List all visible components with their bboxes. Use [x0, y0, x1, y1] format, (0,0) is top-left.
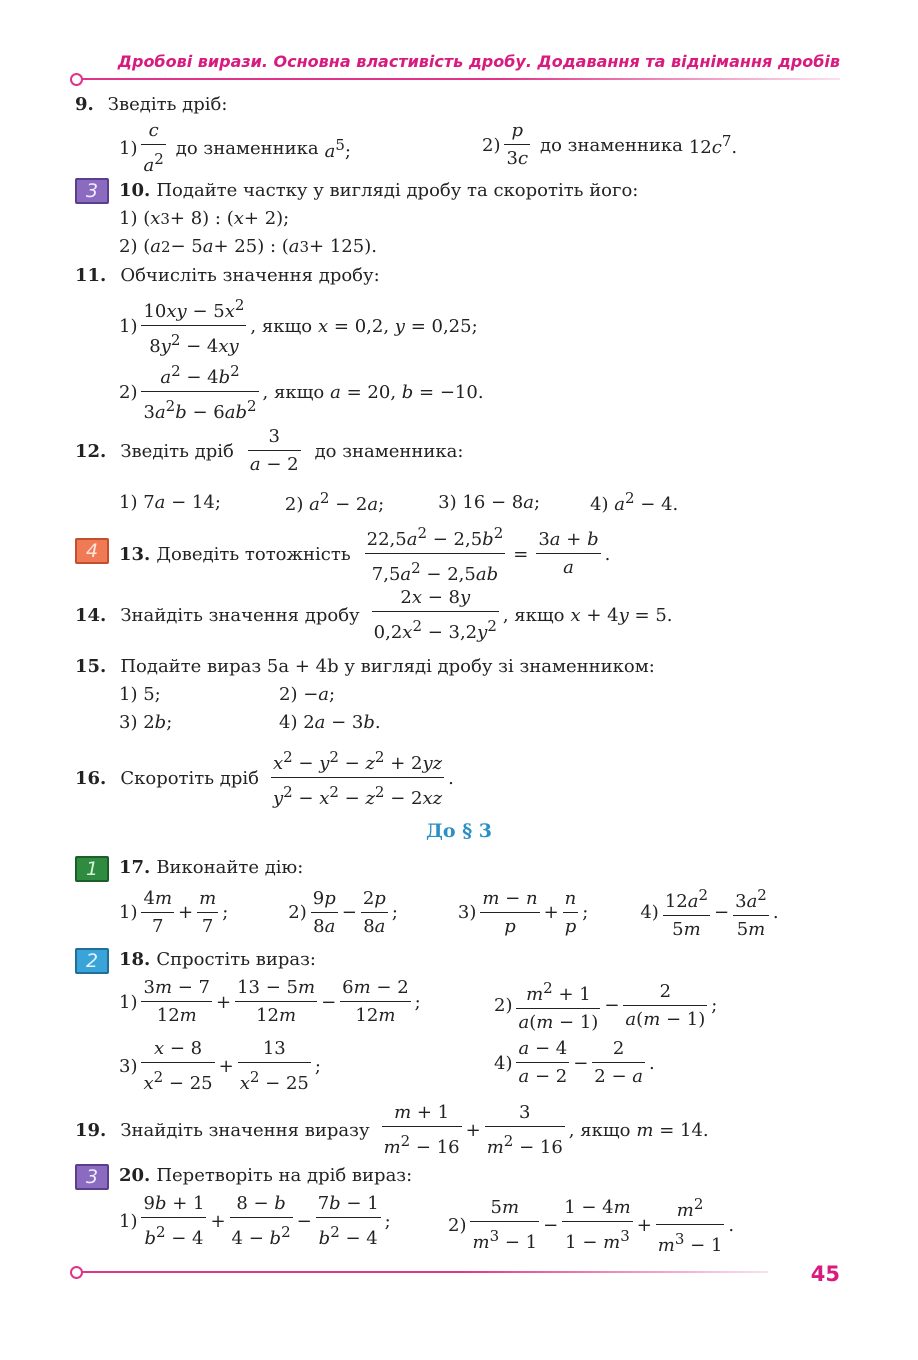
- fraction: a − 4 a − 2: [518, 1038, 568, 1087]
- item-text: до знаменника: [540, 134, 683, 156]
- problem-text: Обчисліть значення дробу:: [120, 265, 380, 286]
- problem-number: 11.: [75, 265, 107, 286]
- problem-11: [75, 265, 380, 286]
- problem-17-items: 1) 4m 7 + m 7 ; 2) 9p 8a − 2p 8a ; 3) m − n p + n p ; 4) $12a^2$ 5m − $3a^2$ 5m .: [119, 886, 779, 940]
- fraction: 3m − 7 12m: [143, 977, 210, 1026]
- level-badge-4: 4: [75, 538, 109, 564]
- problem-text: Подайте вираз 5a + 4b у вигляді дробу зі знаменником:: [120, 656, 655, 677]
- problem-11-item-1: 1) $10xy - 5x^2$ $8y^2 - 4xy$ , якщо x = 0,2, y = 0,25;: [119, 296, 478, 357]
- item-label: 1): [119, 138, 138, 159]
- problem-text: Зведіть дріб:: [107, 94, 228, 115]
- problem-text: Виконайте дію:: [156, 857, 304, 878]
- item-text: до знаменника: [175, 138, 319, 159]
- problem-text: Скоротіть дріб: [120, 767, 259, 789]
- problem-number: 12.: [75, 440, 107, 462]
- problem-15-items-b: 3) 2b; 4) 2a − 3b.: [119, 712, 381, 733]
- fraction: 13 $x^2 - 25$: [239, 1038, 309, 1094]
- problem-number: 16.: [75, 767, 107, 789]
- problem-text-2: до знаменника:: [314, 440, 464, 462]
- problem-18-item-2: 2) $m^2 + 1$ a(m − 1) − 2 a(m − 1) ;: [494, 979, 718, 1033]
- fraction: 4m 7: [143, 887, 173, 937]
- problem-number: 20.: [119, 1165, 151, 1186]
- problem-15: [75, 656, 655, 677]
- fraction: $12a^2$ 5m: [664, 886, 709, 940]
- problem-10-item-2: 2) ( a 2 − 5 a + 25) : ( a 3 + 125).: [119, 236, 377, 257]
- problem-12: [75, 426, 463, 476]
- problem-18-item-3: 3) x − 8 $x^2 - 25$ + 13 $x^2 - 25$ ;: [119, 1038, 321, 1094]
- rule-dot: [70, 73, 83, 86]
- fraction: 5m $m^3 - 1$: [472, 1196, 538, 1253]
- level-badge-3: 3: [75, 1164, 109, 1190]
- fraction: 2x − 8y $0,2x^2 - 3,2y^2$: [373, 587, 497, 643]
- item-label: 2): [482, 134, 501, 156]
- problem-17: [119, 857, 303, 878]
- fraction: m − n p: [482, 887, 538, 937]
- problem-15-items-a: 1) 5; 2) −a;: [119, 684, 336, 705]
- fraction: $3a^2$ 5m: [735, 886, 767, 940]
- condition-text: , якщо: [568, 1120, 631, 1141]
- page-number: 45: [810, 1262, 840, 1286]
- problem-number: 9.: [75, 94, 94, 115]
- running-header: Дробові вирази. Основна властивість дробу. Додавання та віднімання дробів: [117, 52, 840, 71]
- problem-20: [119, 1165, 412, 1186]
- fraction: 6m − 2 12m: [342, 977, 409, 1026]
- fraction: $10xy - 5x^2$ $8y^2 - 4xy$: [143, 296, 245, 357]
- problem-number: 14.: [75, 605, 107, 626]
- problem-10-item-1: 1) ( x 3 + 8) : ( x + 2);: [119, 208, 290, 229]
- problem-text: Подайте частку у вигляді дробу та скоротіть його:: [156, 180, 639, 201]
- footer-rule: [78, 1271, 768, 1273]
- level-badge-2: 2: [75, 948, 109, 974]
- fraction: $m^2 + 1$ a(m − 1): [518, 979, 599, 1033]
- fraction: 9p 8a: [312, 887, 336, 937]
- fraction: c $a^2$: [143, 120, 164, 176]
- problem-text: Знайдіть значення виразу: [120, 1120, 370, 1141]
- problem-number: 10.: [119, 180, 151, 201]
- fraction: $\frac{3a + b}{a}$: [538, 529, 599, 578]
- problem-text: Зведіть дріб: [120, 440, 234, 462]
- condition-text: , якщо: [262, 381, 325, 403]
- problem-11-item-2: 2) $a^2 - 4b^2$ $3a^2b - 6ab^2$ , якщо a = 20, b = −10.: [119, 362, 484, 423]
- fraction: 1 − 4m $1 - m^3$: [564, 1196, 631, 1253]
- problem-19: 19. Знайдіть значення виразу m + 1 $m^2 - 16$ + 3 $m^2 - 16$ , якщо m = 14.: [75, 1102, 709, 1158]
- condition-text: , якщо: [502, 605, 565, 626]
- fraction: $x^2 - y^2 - z^2 + 2yz$ $y^2 - x^2 - z^2 - 2xz$: [272, 748, 443, 809]
- problem-13: 13. Доведіть тотожність $\frac{22,5a^2 - 2,5b^2}{7,5a^2 - 2,5ab}$ = $\frac{3a + b}{a}$ .: [119, 524, 611, 585]
- problem-18: [119, 949, 316, 970]
- problem-number: 15.: [75, 656, 107, 677]
- problem-9-item-2: 2) p 3c до знаменника $12c^7$.: [482, 120, 738, 169]
- level-badge-3: 3: [75, 178, 109, 204]
- problem-18-item-1: 1) 3m − 7 12m + 13 − 5m 12m − 6m − 2 12m ;: [119, 977, 421, 1026]
- fraction: $a^2 - 4b^2$ $3a^2b - 6ab^2$: [143, 362, 257, 423]
- problem-text: Знайдіть значення дробу: [120, 605, 360, 626]
- fraction: 7b − 1 $b^2 - 4$: [317, 1193, 379, 1249]
- problem-text: Спростіть вираз:: [156, 949, 316, 970]
- rule-dot: [70, 1266, 83, 1279]
- fraction: 2 a(m − 1): [625, 980, 706, 1030]
- problem-9: [75, 94, 227, 115]
- fraction: n p: [564, 887, 577, 937]
- problem-12-items: 1) 7a − 14; 2) $a^2 - 2a$; 3) 16 − 8a; 4) $a^2 - 4$.: [119, 489, 679, 515]
- problem-20-item-2: 2) 5m $m^3 - 1$ − 1 − 4m $1 - m^3$ + $m^2$ $m^3 - 1$ .: [448, 1195, 735, 1256]
- level-badge-1: 1: [75, 856, 109, 882]
- fraction: 9b + 1 $b^2 - 4$: [143, 1193, 205, 1249]
- problem-18-item-4: 4) a − 4 a − 2 − 2 2 − a .: [494, 1038, 655, 1087]
- problem-number: 18.: [119, 949, 151, 970]
- section-heading: До § 3: [426, 820, 492, 842]
- fraction: 8 − b $4 - b^2$: [231, 1193, 291, 1249]
- problem-text: Перетворіть на дріб вираз:: [156, 1165, 413, 1186]
- problem-20-item-1: 1) 9b + 1 $b^2 - 4$ + 8 − b $4 - b^2$ − 7b − 1 $b^2 - 4$ ;: [119, 1193, 391, 1249]
- problem-number: 17.: [119, 857, 151, 878]
- problem-text: Доведіть тотожність: [156, 543, 351, 565]
- problem-16: 16. Скоротіть дріб $x^2 - y^2 - z^2 + 2yz$ $y^2 - x^2 - z^2 - 2xz$ .: [75, 748, 454, 809]
- fraction: 3 a − 2: [249, 426, 299, 475]
- header-rule: [78, 78, 840, 80]
- problem-number: 13.: [119, 543, 151, 565]
- fraction: 13 − 5m 12m: [237, 977, 316, 1026]
- problem-9-item-1: 1) c $a^2$ до знаменника $a^5$;: [119, 120, 351, 176]
- fraction: $\frac{22,5a^2 - 2,5b^2}{7,5a^2 - 2,5ab}$: [366, 524, 504, 585]
- fraction: p 3c: [506, 120, 529, 169]
- fraction: $m^2$ $m^3 - 1$: [657, 1195, 723, 1256]
- fraction: x − 8 $x^2 - 25$: [143, 1038, 213, 1094]
- condition-text: , якщо: [250, 315, 313, 337]
- problem-14: 14. Знайдіть значення дробу 2x − 8y $0,2x^2 - 3,2y^2$ , якщо x + 4y = 5.: [75, 587, 673, 643]
- fraction: m 7: [199, 887, 217, 937]
- problem-number: 19.: [75, 1120, 107, 1141]
- problem-10: [119, 180, 638, 201]
- fraction: 3 $m^2 - 16$: [486, 1102, 563, 1158]
- fraction: 2p 8a: [362, 887, 386, 937]
- fraction: m + 1 $m^2 - 16$: [383, 1102, 460, 1158]
- fraction: 2 2 − a: [594, 1038, 644, 1087]
